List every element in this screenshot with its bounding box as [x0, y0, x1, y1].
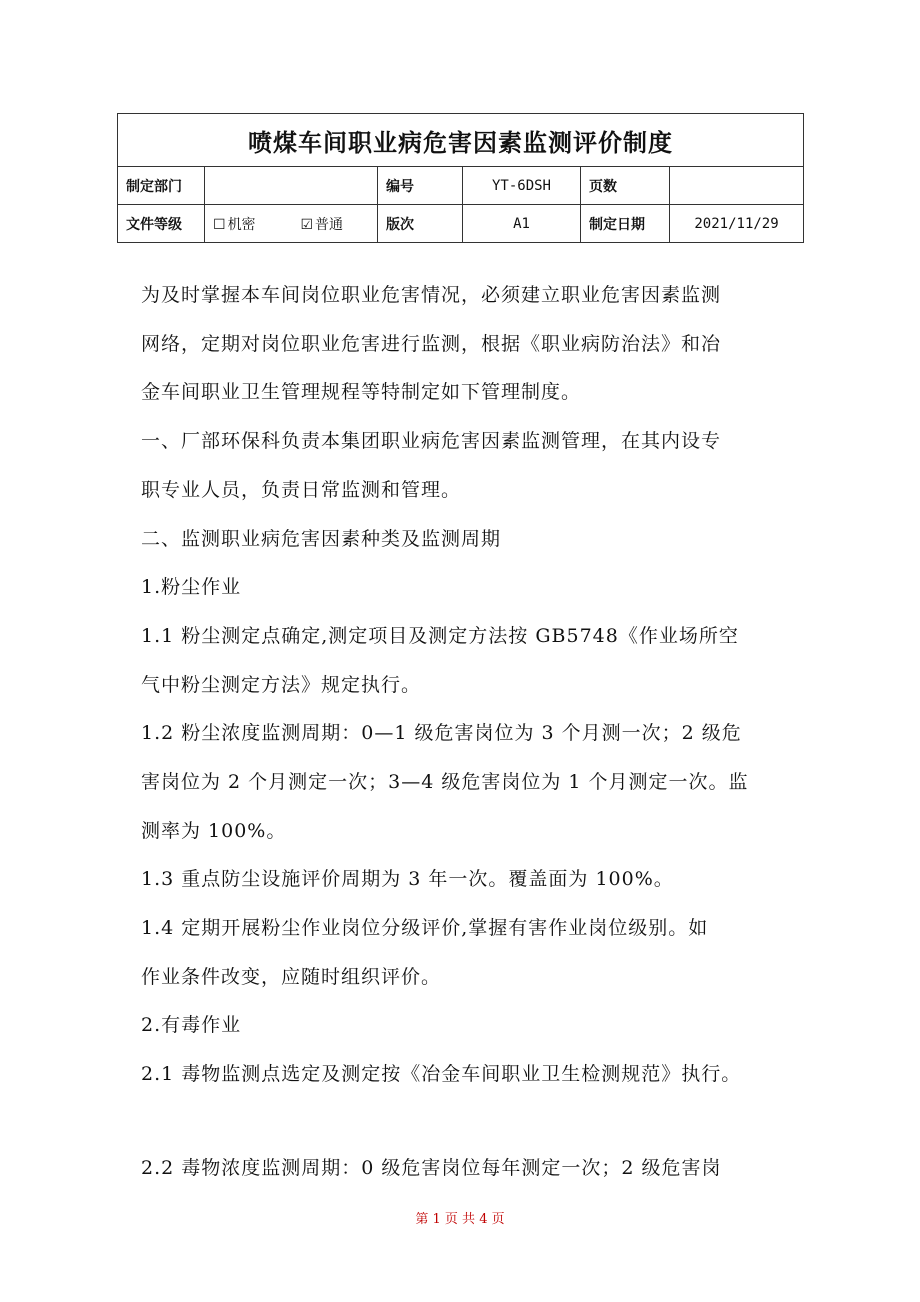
level-options — [205, 205, 378, 243]
body-line: 2.2 毒物浓度监测周期：0 级危害岗位每年测定一次；2 级危害岗 — [141, 1157, 722, 1179]
pages-value — [670, 167, 804, 205]
body-line: 1.1 粉尘测定点确定,测定项目及测定方法按 GB5748《作业场所空 — [141, 625, 739, 647]
level-label: 文件等级 — [118, 205, 205, 243]
body-line: 一、厂部环保科负责本集团职业病危害因素监测管理，在其内设专 — [141, 430, 722, 452]
version-value: A1 — [463, 205, 581, 243]
dept-value — [205, 167, 378, 205]
code-label: 编号 — [378, 167, 463, 205]
body-line: 1.粉尘作业 — [141, 576, 242, 598]
document-header-table — [117, 113, 804, 243]
version-label: 版次 — [378, 205, 463, 243]
level-option-confidential: 机密 — [227, 216, 256, 233]
code-value: YT-6DSH — [463, 167, 581, 205]
body-line: 为及时掌握本车间岗位职业危害情况，必须建立职业危害因素监测 — [141, 284, 722, 306]
body-line: 作业条件改变，应随时组织评价。 — [141, 966, 442, 988]
body-line: 测率为 100%。 — [141, 820, 287, 842]
checkbox-unchecked-icon: ☐ — [213, 216, 226, 233]
dept-label: 制定部门 — [118, 167, 205, 205]
body-line: 1.4 定期开展粉尘作业岗位分级评价,掌握有害作业岗位级别。如 — [141, 917, 709, 939]
body-line: 2.1 毒物监测点选定及测定按《冶金车间职业卫生检测规范》执行。 — [141, 1063, 742, 1085]
document-title: 喷煤车间职业病危害因素监测评价制度 — [118, 114, 804, 167]
checkbox-checked-icon: ☑ — [300, 216, 314, 233]
body-line: 2.有毒作业 — [141, 1014, 242, 1036]
body-line: 二、监测职业病危害因素种类及监测周期 — [141, 528, 502, 550]
level-option-normal: 普通 — [315, 216, 344, 233]
body-line: 1.2 粉尘浓度监测周期：0—1 级危害岗位为 3 个月测一次；2 级危 — [141, 722, 742, 744]
date-label: 制定日期 — [581, 205, 670, 243]
page-number-footer: 第 1 页 共 4 页 — [415, 1212, 505, 1227]
body-line: 气中粉尘测定方法》规定执行。 — [141, 674, 422, 696]
date-value: 2021/11/29 — [670, 205, 804, 243]
body-line: 职专业人员，负责日常监测和管理。 — [141, 479, 462, 501]
pages-label: 页数 — [581, 167, 670, 205]
body-line: 金车间职业卫生管理规程等特制定如下管理制度。 — [141, 381, 582, 403]
body-line: 1.3 重点防尘设施评价周期为 3 年一次。覆盖面为 100%。 — [141, 868, 674, 890]
body-line: 害岗位为 2 个月测定一次；3—4 级危害岗位为 1 个月测定一次。监 — [141, 771, 749, 793]
body-line: 网络，定期对岗位职业危害进行监测，根据《职业病防治法》和冶 — [141, 333, 722, 355]
